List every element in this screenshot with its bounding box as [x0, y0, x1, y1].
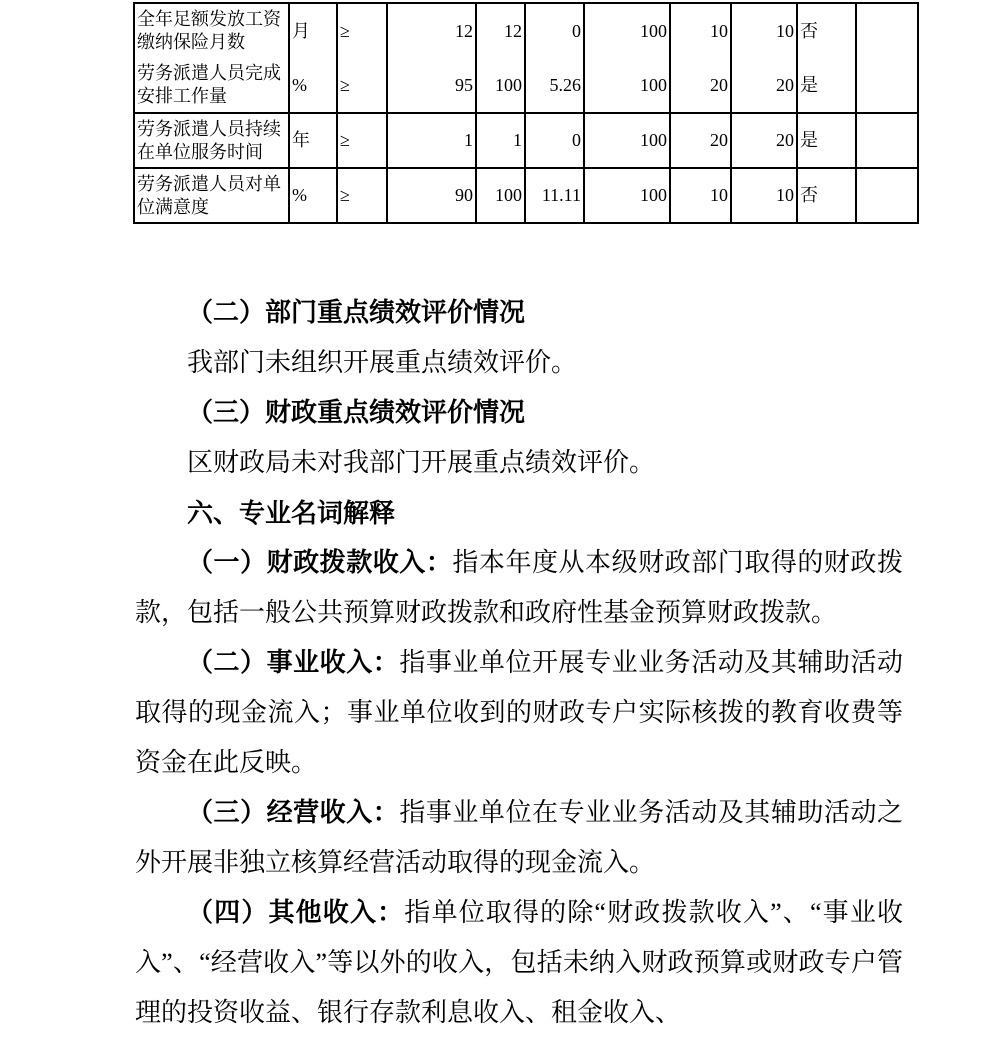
rate-cell: 100: [584, 58, 670, 113]
target-cell: 90: [387, 168, 476, 223]
term-body: 指事业单位在专业业务活动及其辅助活动之外开展非独立核算经营活动取得的现金流入。: [135, 798, 903, 877]
indicator-table: [133, 2, 919, 224]
operator-cell: ≥: [337, 58, 387, 113]
term-paragraph-fiscal-appropriation: [135, 538, 903, 638]
term-paragraph-business-income: [135, 788, 903, 888]
indicator-cell: 劳务派遣人员完成安排工作量: [134, 58, 289, 113]
score-cell: 20: [731, 58, 797, 113]
unit-cell: 年: [289, 113, 337, 168]
weight-cell: 20: [670, 58, 731, 113]
rate-cell: 100: [584, 168, 670, 223]
deviation-cell: 0: [525, 113, 584, 168]
target-cell: 1: [387, 113, 476, 168]
unit-cell: 月: [289, 3, 337, 58]
operator-cell: ≥: [337, 168, 387, 223]
term-lead: （三）经营收入：: [187, 798, 400, 827]
section-heading-glossary: 六、专业名词解释: [187, 498, 396, 528]
deviation-cell: 0: [525, 3, 584, 58]
indicator-cell: 劳务派遣人员对单位满意度: [134, 168, 289, 223]
rate-cell: 100: [584, 3, 670, 58]
flag-cell: 是: [797, 58, 856, 113]
weight-cell: 20: [670, 113, 731, 168]
paragraph-finance-eval: 区财政局未对我部门开展重点绩效评价。: [187, 448, 656, 477]
term-body: 指事业单位开展专业业务活动及其辅助活动取得的现金流入；事业单位收到的财政专户实际核拨的教育收费等资金在此反映。: [135, 648, 903, 777]
actual-cell: 12: [476, 3, 525, 58]
paragraph-dept-eval: 我部门未组织开展重点绩效评价。: [187, 348, 578, 377]
term-lead: （一）财政拨款收入：: [187, 548, 453, 577]
operator-cell: ≥: [337, 113, 387, 168]
target-cell: 12: [387, 3, 476, 58]
empty-cell: [856, 168, 918, 223]
score-cell: 10: [731, 168, 797, 223]
rate-cell: 100: [584, 113, 670, 168]
table-row: [134, 168, 918, 223]
indicator-cell: 全年足额发放工资缴纳保险月数: [134, 3, 289, 58]
actual-cell: 100: [476, 168, 525, 223]
unit-cell: %: [289, 58, 337, 113]
empty-cell: [856, 58, 918, 113]
section-heading-dept-eval: （二）部门重点绩效评价情况: [187, 298, 526, 327]
section-heading-finance-eval: （三）财政重点绩效评价情况: [187, 398, 526, 427]
empty-cell: [856, 113, 918, 168]
unit-cell: %: [289, 168, 337, 223]
actual-cell: 1: [476, 113, 525, 168]
weight-cell: 10: [670, 3, 731, 58]
score-cell: 10: [731, 3, 797, 58]
actual-cell: 100: [476, 58, 525, 113]
term-paragraph-other-income: [135, 888, 903, 1038]
term-lead: （二）事业收入：: [187, 648, 400, 677]
weight-cell: 10: [670, 168, 731, 223]
operator-cell: ≥: [337, 3, 387, 58]
deviation-cell: 5.26: [525, 58, 584, 113]
target-cell: 95: [387, 58, 476, 113]
table-row: [134, 58, 918, 113]
flag-cell: 是: [797, 113, 856, 168]
empty-cell: [856, 3, 918, 58]
indicator-cell: 劳务派遣人员持续在单位服务时间: [134, 113, 289, 168]
term-body: 指本年度从本级财政部门取得的财政拨款，包括一般公共预算财政拨款和政府性基金预算财政拨款。: [135, 548, 903, 627]
score-cell: 20: [731, 113, 797, 168]
document-body: [135, 288, 903, 1038]
deviation-cell: 11.11: [525, 168, 584, 223]
flag-cell: 否: [797, 3, 856, 58]
term-body: 指单位取得的除“财政拨款收入”、“事业收入”、“经营收入”等以外的收入，包括未纳入财政预算或财政专户管理的投资收益、银行存款利息收入、租金收入、: [135, 898, 903, 1027]
flag-cell: 否: [797, 168, 856, 223]
term-paragraph-operating-income: [135, 638, 903, 788]
table-row: [134, 113, 918, 168]
table-row: [134, 3, 918, 58]
term-lead: （四）其他收入：: [187, 898, 405, 927]
